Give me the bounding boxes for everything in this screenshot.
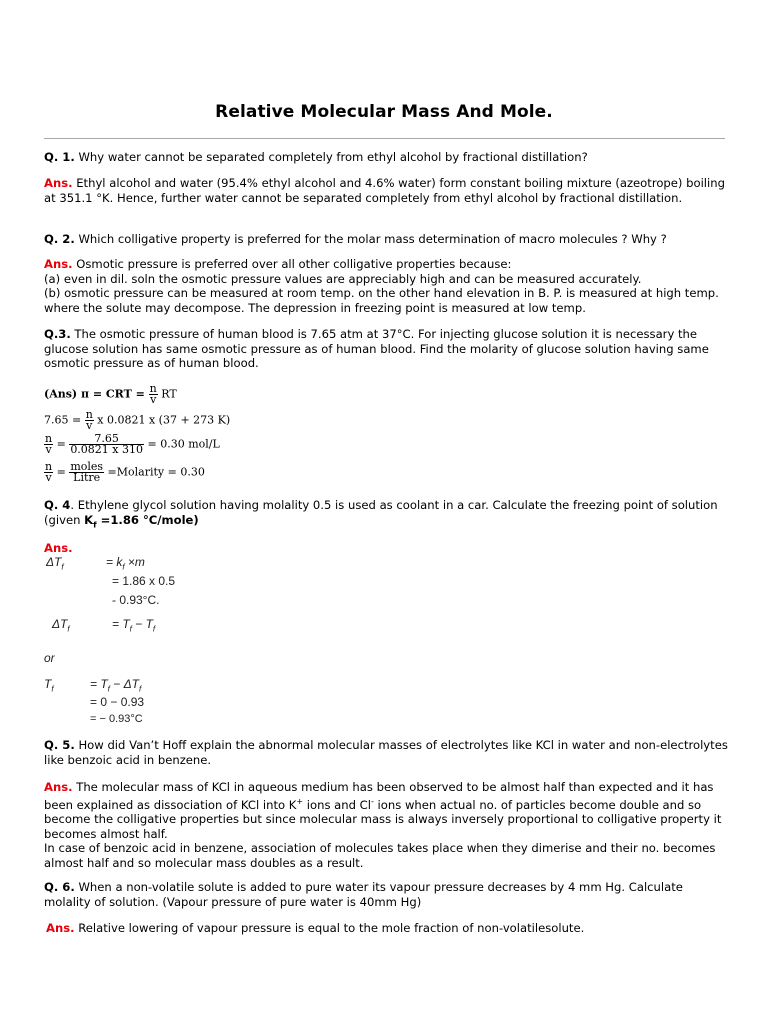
question-text: Why water cannot be separated completely from ethyl alcohol by fractional distillation? [74, 150, 588, 164]
title-divider [44, 138, 725, 139]
question-2 [44, 232, 729, 247]
question-label: Q. 6. [44, 880, 75, 894]
answer-text: Relative lowering of vapour pressure is equal to the mole fraction of non-volatilesolute. [74, 921, 585, 935]
answer-1 [44, 176, 729, 205]
answer-label: Ans. [44, 176, 73, 190]
freezing-point-solution: $\Delta T_f$ = $k_f \times m$ = 1.86 x 0.5 - 0.93°C. $\Delta T_f$ = $T_f - T_f$ or $T_f$ = $T_f - \Delta T_f$ = 0 − 0.93 = − 0.93°C [44, 555, 176, 725]
page-title: Relative Molecular Mass And Mole. [215, 102, 553, 122]
question-5 [44, 738, 729, 767]
question-3 [44, 327, 729, 371]
question-label: Q. 1. [44, 150, 75, 164]
math-line-4: $\frac{n}{v}$ = $\frac{\text{moles}}{\text{Litre}}$ =Molarity = 0.30 [45, 460, 205, 484]
question-text: How did Van’t Hoff explain the abnormal molecular masses of electrolytes like KCl in water and non-electrolytes like benzoic acid in benzene. [44, 738, 728, 767]
answer-label: Ans. [44, 541, 73, 555]
answer-text: Osmotic pressure is preferred over all other colligative properties because: [72, 257, 512, 271]
question-6 [44, 880, 729, 909]
question-label: Q.3. [44, 327, 71, 341]
question-text: Which colligative property is preferred for the molar mass determination of macro molecules ? Why ? [74, 232, 667, 246]
answer-6 [46, 921, 731, 936]
answer-2 [44, 257, 729, 315]
question-text: . Ethylene glycol solution having molality 0.5 is used as coolant in a car. Calculate the freezing point of solution (given [44, 498, 718, 527]
question-label: Q. 2. [44, 232, 75, 246]
answer-point-a: (a) even in dil. soln the osmotic pressure values are appreciably high and can be measured accurately. [44, 271, 642, 286]
answer-5: Ans. The molecular mass of KCl in aqueous medium has been observed to be almost half than expected and it has been explained as dissociation of KCl into K+ ions and Cl- ions when actual no. of particles become double and so become the colligative properties but since molecular mass is always inversely proportional to colligative property it becomes almost half. In case of benzoic acid in benzene, association of molecules takes place when they dimerise and their no. becomes almost half and so molecular mass doubles as a result. [44, 780, 729, 870]
math-line-2: 7.65 = $\frac{n}{v}$ x 0.0821 x (37 + 273 K) [44, 408, 231, 432]
question-label: Q. 4 [44, 498, 71, 512]
answer-5-continued: In case of benzoic acid in benzene, association of molecules takes place when they dimerise and their no. becomes almost half and so molecular mass doubles as a result. [44, 841, 716, 870]
answer-label: Ans. [44, 780, 73, 794]
question-label: Q. 5. [44, 738, 75, 752]
math-line-3: $\frac{n}{v}$ = $\frac{7.65}{0.0821 x 310}$ = 0.30 mol/L [45, 432, 220, 456]
answer-point-b: (b) osmotic pressure can be measured at room temp. on the other hand elevation in B. P. is measured at high temp. where the solute may decompose. The depression in freezing point is measured at low temp. [44, 286, 719, 315]
math-line-1: (Ans) π = CRT = $\frac{n}{v}$ RT [44, 382, 177, 406]
answer-label: Ans. [46, 921, 75, 935]
question-4: Q. 4. Ethylene glycol solution having molality 0.5 is used as coolant in a car. Calculate the freezing point of solution (given $K_f =1.86$ °C/mole) [44, 498, 718, 529]
osmotic-pressure-solution [44, 384, 244, 486]
question-1 [44, 150, 729, 165]
question-text: The osmotic pressure of human blood is 7.65 atm at 37°C. For injecting glucose solution it is necessary the glucose solution has same osmotic pressure as of human blood. Find the molarity of glucose solution having same osmotic pressure as of human blood. [44, 327, 709, 371]
question-text: When a non-volatile solute is added to pure water its vapour pressure decreases by 4 mm Hg. Calculate molality of solution. (Vapour pressure of pure water is 40mm Hg) [44, 880, 683, 909]
answer-label: Ans. [44, 257, 73, 271]
answer-text: Ethyl alcohol and water (95.4% ethyl alcohol and 4.6% water) form constant boiling mixture (azeotrope) boiling at 351.1 °K. Hence, further water cannot be separated completely from ethyl alcohol by fractional distillation. [44, 176, 725, 205]
